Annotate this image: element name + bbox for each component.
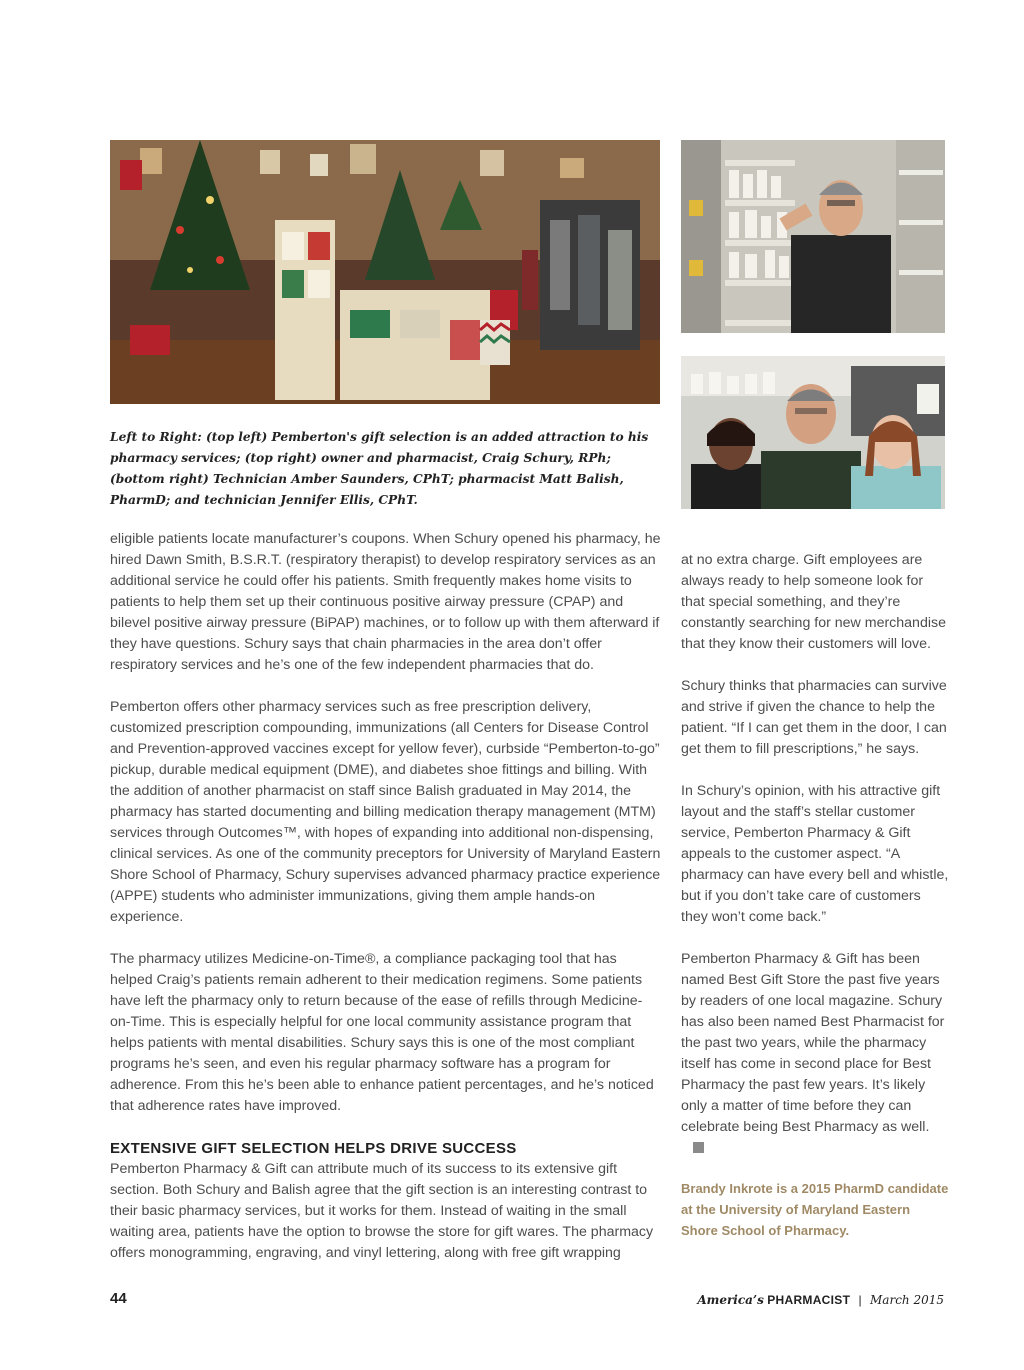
gift-section-photo — [110, 140, 660, 404]
body-paragraph: Schury thinks that pharmacies can survive and strive if given the chance to help the patient. “If I can get them in the door, I can get them to fill prescriptions,” he says. — [681, 678, 947, 757]
staff-photo — [681, 356, 945, 509]
body-paragraph: In Schury’s opinion, with his attractive gift layout and the staff’s stellar customer service, Pemberton Pharmacy & Gift appeals to the customer aspect. “A pharmacy can have every bell and whistle, but if you don’t take care of customers they won’t come back.” — [681, 783, 949, 925]
footer-separator: | — [858, 1293, 862, 1307]
right-column — [681, 550, 949, 1241]
owner-pharmacist-photo — [681, 140, 945, 333]
body-paragraph: Pemberton offers other pharmacy services such as free prescription delivery, customized prescription compounding, immunizations (all Centers for Disease Control and Prevention-approved vaccines except for yellow fever), curbside “Pemberton-to-go” pickup, durable medical equipment (DME), and diabetes shoe fittings and billing. With the addition of another pharmacist on staff since Balish graduated in May 2014, the pharmacy has started documenting and billing medication therapy management (MTM) services through Outcomes™, with hopes of expanding into additional non-dispensing, clinical services. As one of the community preceptors for University of Maryland Eastern Shore School of Pharmacy, Schury supervises advanced pharmacy practice experience (APPE) students who administer immunizations, giving them ample hands-on experience. — [110, 699, 661, 925]
page-number: 44 — [110, 1290, 127, 1307]
section-subhead: EXTENSIVE GIFT SELECTION HELPS DRIVE SUCCESS — [110, 1140, 517, 1157]
issue-date: March 2015 — [870, 1293, 944, 1307]
body-paragraph: at no extra charge. Gift employees are always ready to help someone look for that special something, and they’re constantly searching for new merchandise that they know their customers will love. — [681, 552, 946, 652]
magazine-name-script: America’s — [697, 1293, 764, 1307]
end-of-article-mark — [693, 1142, 704, 1153]
final-paragraph-text: Pemberton Pharmacy & Gift has been named Best Gift Store the past five years by readers of one local magazine. Schury has also been named Best Pharmacist for the past two years, while the pharmacy itself has come in second place for Best Pharmacy the past few years. It’s likely only a matter of time before they can celebrate being Best Pharmacy as well. — [681, 951, 945, 1135]
running-footer — [697, 1293, 944, 1307]
magazine-name: PHARMACIST — [767, 1293, 851, 1307]
body-paragraph: The pharmacy utilizes Medicine-on-Time®, a compliance packaging tool that has helped Craig’s patients remain adherent to their medication regimens. Some patients have left the pharmacy only to return because of the ease of refills through Medicine-on-Time. This is especially helpful for one local community assistance program that helps patients with mental disabilities. Schury says this is one of the most compliant programs he’s seen, and even his regular pharmacy software has a program for adherence. From this he’s been able to enhance patient percentages, and he’s noticed that adherence rates have improved. — [110, 951, 654, 1114]
body-paragraph: Pemberton Pharmacy & Gift can attribute much of its success to its extensive gift section. Both Schury and Balish agree that the gift section is an interesting contrast to their basic pharmacy services, but it works for them. Instead of waiting in the small waiting area, patients have the option to browse the store for gift wares. The pharmacy offers monogramming, engraving, and vinyl lettering, along with free gift wrapping — [110, 1161, 654, 1261]
photo-caption: Left to Right: (top left) Pemberton's gift selection is an added attraction to his pharmacy services; (top right) owner and pharmacist, Craig Schury, RPh; (bottom right) Technician Amber Saunders, CPhT; pharmacist Matt Balish, PharmD; and technician Jennifer Ellis, CPhT. — [110, 430, 649, 507]
body-paragraph — [681, 949, 949, 1159]
author-bio: Brandy Inkrote is a 2015 PharmD candidate at the University of Maryland Eastern Shore School of Pharmacy. — [681, 1181, 949, 1238]
left-column — [110, 529, 662, 1264]
body-paragraph: eligible patients locate manufacturer’s coupons. When Schury opened his pharmacy, he hired Dawn Smith, B.S.R.T. (respiratory therapist) to develop respiratory services as an additional service he could offer his patients. Smith frequently makes home visits to patients to help them set up their continuous positive airway pressure (CPAP) and bilevel positive airway pressure (BiPAP) machines, or to follow up with them afterward if they have questions. Schury says that chain pharmacies in the area don’t offer respiratory services and he’s one of the few independent pharmacies that do. — [110, 531, 661, 673]
